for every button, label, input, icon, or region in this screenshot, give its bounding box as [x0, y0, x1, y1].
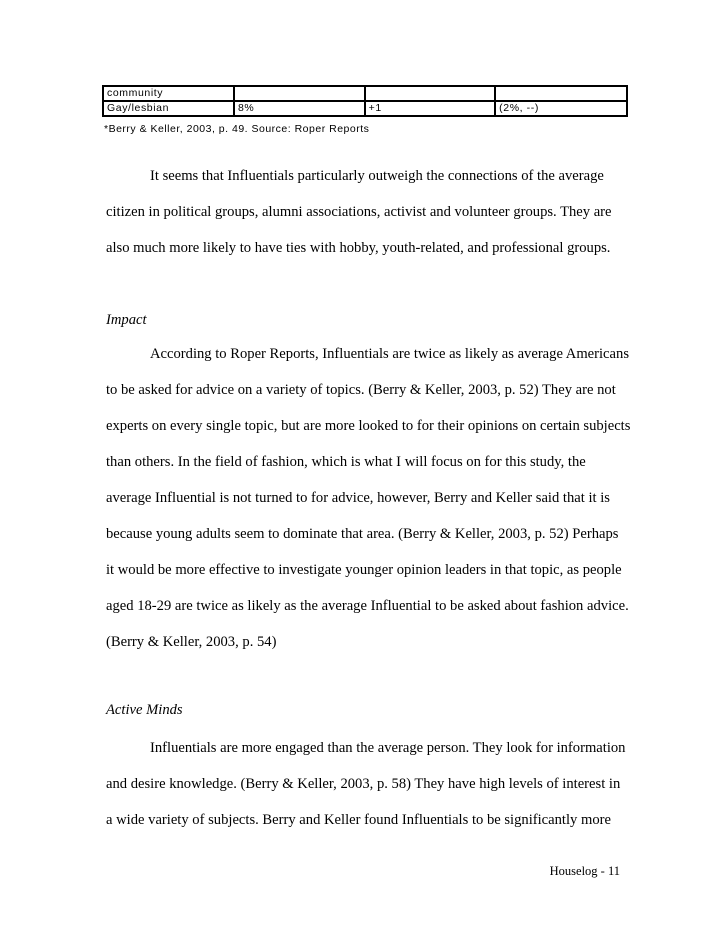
table-row [103, 86, 627, 101]
text-line: average Influential is not turned to for advice, however, Berry and Keller said that it is [106, 490, 610, 506]
table-cell: community [103, 86, 234, 101]
text-line: According to Roper Reports, Influentials are twice as likely as average Americans [150, 346, 629, 362]
text-line: it would be more effective to investigate younger opinion leaders in that topic, as people [106, 562, 622, 578]
text-line: because young adults seem to dominate that area. (Berry & Keller, 2003, p. 52) Perhaps [106, 526, 619, 542]
table-cell [234, 86, 365, 101]
table-cell [495, 86, 627, 101]
section-heading-active-minds: Active Minds [106, 702, 183, 718]
text-line: experts on every single topic, but are more looked to for their opinions on certain subjects [106, 418, 631, 434]
table-cell: (2%, --) [495, 101, 627, 116]
paragraph-connections [106, 158, 636, 266]
text-line: It seems that Influentials particularly outweigh the connections of the average [150, 168, 604, 184]
text-line: citizen in political groups, alumni associations, activist and volunteer groups. They are [106, 204, 612, 220]
table-cell [365, 86, 496, 101]
text-line: aged 18-29 are twice as likely as the average Influential to be asked about fashion advice. [106, 598, 629, 614]
table-cell: Gay/lesbian [103, 101, 234, 116]
data-table [102, 85, 628, 117]
text-line: a wide variety of subjects. Berry and Keller found Influentials to be significantly more [106, 812, 611, 828]
text-line: Influentials are more engaged than the average person. They look for information [150, 740, 626, 756]
page-number-footer: Houselog - 11 [549, 864, 620, 878]
table-row [103, 101, 627, 116]
text-line: to be asked for advice on a variety of topics. (Berry & Keller, 2003, p. 52) They are not [106, 382, 616, 398]
text-line: also much more likely to have ties with hobby, youth-related, and professional groups. [106, 240, 611, 256]
paragraph-active-minds [106, 730, 636, 838]
paragraph-impact [106, 336, 636, 660]
text-line: than others. In the field of fashion, which is what I will focus on for this study, the [106, 454, 586, 470]
table-cell: 8% [234, 101, 365, 116]
table-footnote: *Berry & Keller, 2003, p. 49. Source: Roper Reports [104, 123, 370, 135]
text-line: (Berry & Keller, 2003, p. 54) [106, 634, 277, 650]
section-heading-impact: Impact [106, 312, 147, 328]
table-cell: +1 [365, 101, 496, 116]
text-line: and desire knowledge. (Berry & Keller, 2003, p. 58) They have high levels of interest in [106, 776, 621, 792]
